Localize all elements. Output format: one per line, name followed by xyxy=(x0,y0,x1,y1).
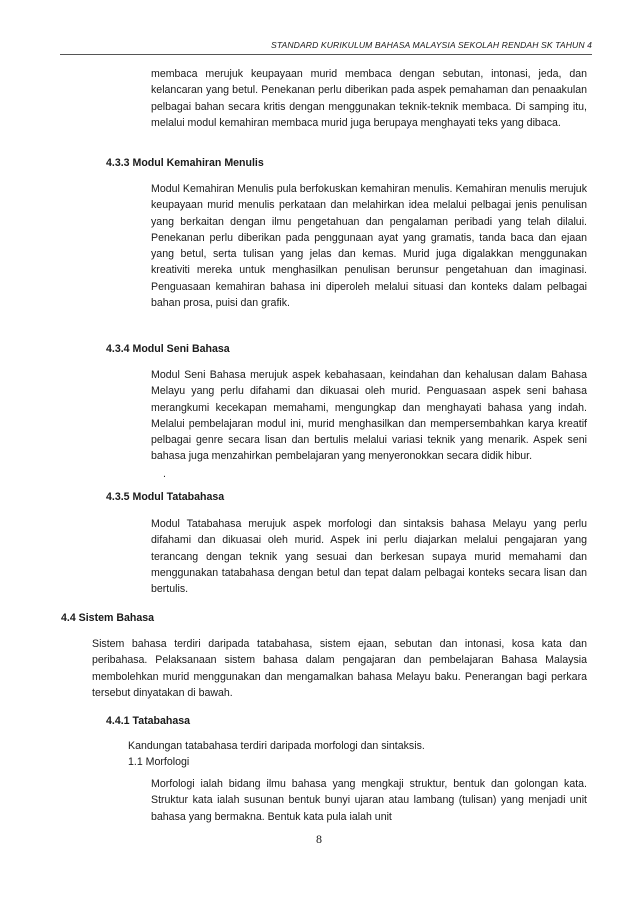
tatabahasa-intro xyxy=(128,738,588,771)
paragraph-4-3-3 xyxy=(151,181,587,311)
paragraph-4-3-4 xyxy=(151,367,587,465)
paragraph-morfologi-text: Morfologi ialah bidang ilmu bahasa yang mengkaji struktur, bentuk dan golongan kata. Struktur kata ialah susunan bentuk bunyi ujaran atau lambang (tulisan) yang menjadi unit bahasa yang bermakna. Bentuk kata pula ialah unit xyxy=(151,778,587,823)
heading-4-4: 4.4 Sistem Bahasa xyxy=(61,612,155,624)
tatabahasa-line-1: Kandungan tatabahasa terdiri daripada morfologi dan sintaksis. xyxy=(128,740,425,752)
heading-4-4-1: 4.4.1 Tatabahasa xyxy=(106,715,191,727)
paragraph-4-3-4-text: Modul Seni Bahasa merujuk aspek kebahasaan, keindahan dan kehalusan dalam Bahasa Melayu yang perlu difahami dan dikuasai oleh murid. Penguasaan aspek seni bahasa merangkumi kecekapan memahami, mengungkap dan menghayati bahasa yang indah. Melalui pembelajaran modul ini, murid menghasilkan dan mempersembahkan karya kreatif pelbagai genre secara lisan dan bertulis melalui variasi teknik yang menarik. Aspek seni bahasa juga menzahirkan pembelajaran yang menyeronokkan secara didik hibur. xyxy=(151,369,587,463)
paragraph-4-3-5-text: Modul Tatabahasa merujuk aspek morfologi dan sintaksis bahasa Melayu yang perlu difahami dan dikuasai oleh murid. Aspek ini perlu diajarkan melalui pengajaran yang terancang dengan teknik yang sesuai dan berkesan supaya murid memahami dan menggunakan tatabahasa dengan betul dan tepat dalam pelbagai konteks secara lisan dan bertulis. xyxy=(151,518,587,596)
paragraph-4-4-text: Sistem bahasa terdiri daripada tatabahasa, sistem ejaan, sebutan dan intonasi, kosa kata dan peribahasa. Pelaksanaan sistem bahasa dalam pengajaran dan pembelajaran Bahasa Malaysia membolehkan murid menggunakan dan mengamalkan bahasa Melayu baku. Penerangan bagi perkara tersebut dinyatakan di bawah. xyxy=(92,638,587,699)
page-number: 8 xyxy=(316,832,322,846)
paragraph-4-3-5 xyxy=(151,516,587,597)
header-rule xyxy=(60,54,592,55)
page-header: STANDARD KURIKULUM BAHASA MALAYSIA SEKOLAH RENDAH SK TAHUN 4 xyxy=(270,40,592,50)
tatabahasa-line-2: 1.1 Morfologi xyxy=(128,756,190,769)
paragraph-4-3-3-text: Modul Kemahiran Menulis pula berfokuskan kemahiran menulis. Kemahiran menulis merujuk keupayaan murid menulis perkataan dan melahirkan idea melalui pelbagai jenis penulisan yang berkaitan dengan ilmu pengetahuan dan pengalaman peribadi yang telah dilalui. Penekanan perlu diberikan pada penggunaan ayat yang gramatis, tanda baca dan ejaan yang betul, serta tulisan yang jelas dan kemas. Murid juga digalakkan menggunakan kreativiti mereka untuk menghasilkan penulisan berunsur pengetahuan dan imaginasi. Penguasaan kemahiran bahasa ini diperoleh melalui situasi dan konteks dalam pelbagai bahan prosa, puisi dan grafik. xyxy=(151,183,587,310)
heading-4-3-3: 4.3.3 Modul Kemahiran Menulis xyxy=(106,157,264,169)
heading-4-3-4: 4.3.4 Modul Seni Bahasa xyxy=(106,343,230,355)
intro-paragraph xyxy=(151,66,587,131)
paragraph-morfologi xyxy=(151,776,587,825)
intro-text: membaca merujuk keupayaan murid membaca dengan sebutan, intonasi, jeda, dan kelancaran yang betul. Penekanan perlu diberikan pada aspek pemahaman dan penaakulan pelbagai bahan secara kritis dengan menggunakan teknik-teknik membaca. Di samping itu, melalui modul kemahiran membaca murid juga berupaya menghayati teks yang dibaca. xyxy=(151,68,587,129)
stray-dot: . xyxy=(163,468,166,480)
paragraph-4-4 xyxy=(92,636,587,701)
heading-4-3-5: 4.3.5 Modul Tatabahasa xyxy=(106,491,225,503)
